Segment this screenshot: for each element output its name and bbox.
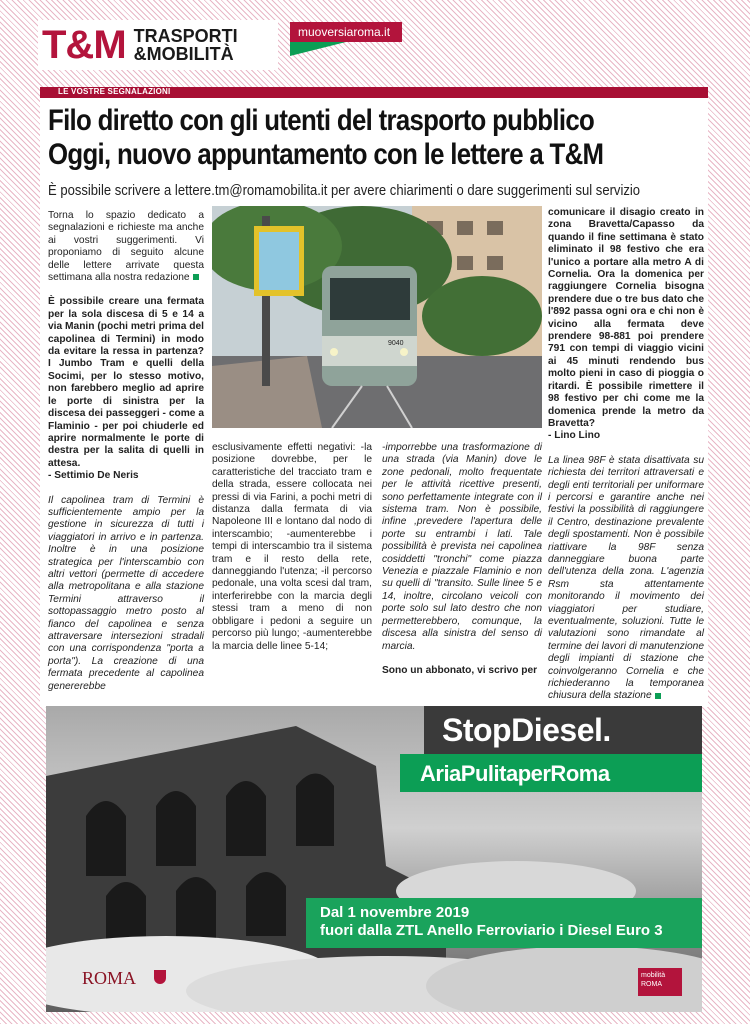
site-url[interactable]: muoversiaroma.it xyxy=(290,22,402,42)
subheadline: È possibile scrivere a lettere.tm@romamobilita.it per avere chiarimenti o dare suggerimenti sul servizio xyxy=(48,182,641,199)
letter-2-text-start: Sono un abbonato, vi scrivo per xyxy=(382,664,538,676)
headline xyxy=(48,104,616,172)
logo-line-2: &MOBILITÀ xyxy=(133,44,234,64)
column-1 xyxy=(48,210,204,705)
column-4 xyxy=(548,207,704,715)
logo-line-1: TRASPORTI xyxy=(133,26,238,46)
stopdiesel-advert[interactable] xyxy=(46,706,702,1012)
headline-line-2: Oggi, nuovo appuntamento con le lettere a T&M xyxy=(48,138,604,171)
reply-1-conclusion: -imporrebbe una trasformazione di una strada (via Manin) dove le zone pedonali, molto frequentate per le attività ricettive presenti, sono perfettamente integrate con il sistema tram. Non è possibile, infine ,prevedere l'apertura delle porte su entrambi i lati. Tale possibilità è prevista nei capolinea cosiddetti "tronchi" come piazza Venezia e piazzale Flaminio e non su quelli di "transito. Sulle linee 5 e 14, inoltre, circolano veicoli con porte solo sul lato destro che non permetterebbero, comunque, la discesa alla sinistra del senso di marcia. xyxy=(382,442,542,652)
ad-title: StopDiesel. xyxy=(424,706,702,754)
roma-shield-icon xyxy=(154,970,166,984)
tm-logo[interactable] xyxy=(38,20,278,70)
end-mark-icon xyxy=(193,274,199,280)
letter-2-text-end: comunicare il disagio creato in zona Bravetta/Capasso da quando il fine settimana è stato eliminato il 98 festivo che era l'unico a portare alla metro A di Cornelia. Ora la domenica per raggiungere Cornelia bisogna prendere due o tre bus dato che l'892 passa ogni ora e chi non è vicino alla fermata deve prendere 98-881 poi prendere 791 con tempi di viaggio vicini ai 45 minuti rendendo bus molto pieni in caso di pioggia o ritardi. È possibile rimettere il 98 festivo per chi come me la domenica prende la metro da Bravetta? xyxy=(548,207,704,429)
headline-line-1: Filo diretto con gli utenti del trasporto pubblico xyxy=(48,104,595,137)
section-label: LE VOSTRE SEGNALAZIONI xyxy=(58,87,171,96)
ad-subtitle: AriaPulitaperRoma xyxy=(400,754,702,792)
letter-1-signature: - Settimio De Neris xyxy=(48,470,139,482)
reply-2-text: La linea 98F è stata disattivata su richiesta dei territori attraversati e degli enti territoriali per uniformare i percorsi e garantire anche nei festivi la possibilità di raggiungere il Centro, destinazione prevalente degli spostamenti. Non è possibile riattivare la 98F senza danneggiare buona parte dell'utenza della zona. L'agenzia Rsm sta attentamente monitorando il movimento dei viaggiatori per studiare, eventualmente, soluzioni. Tutte le valutazioni sono rimandate al termine dei lavori di manutenzione degli impianti di stazione che coinvolgeranno Cornelia e che richiederanno la temporanea chiusura della stazione xyxy=(548,454,704,702)
ad-notice-line-2: fuori dalla ZTL Anello Ferroviario i Diesel Euro 3 xyxy=(320,922,663,939)
logo-wordmark xyxy=(134,27,238,63)
ad-notice xyxy=(306,898,702,948)
ad-notice-line-1: Dal 1 novembre 2019 xyxy=(320,904,470,921)
end-mark-icon-2 xyxy=(655,693,661,699)
column-3 xyxy=(382,442,542,689)
letter-1-text: È possibile creare una fermata per la sola discesa di 5 e 14 a via Manin (pochi metri prima del capolinea di Termini) in modo da evitare la ressa in partenza? I Jumbo Tram e quelli della Socimi, per lo stesso motivo, non farebbero meglio ad aprire le porte di sinistra per la discesa dei passeggeri - come a Flaminio - per poi chiuderle ed aprire normalmente le porte di destra per la salita di quelli in attesa. xyxy=(48,296,204,469)
mobilita-logo: mobilità ROMA xyxy=(638,968,682,996)
reply-1-continued: esclusivamente effetti negativi: -la posizione dovrebbe, per le caratteristiche del tracciato tram e della strada, essere collocata nei pressi di via Farini, a pochi metri di distanza dalla fermata di via Napoleone III e lontano dal nodo di interscambio; -aumenterebbe i tempi di interscambio tra il sistema tram e il resto della rete, danneggiando l'utenza; -il percorso pedonale, una volta scesi dal tram, interferirebbe con la marcia degli stessi tram a meno di non obbligare i pedoni a seguire un percorso più lungo; -aumenterebbe la marcia delle linee 5-14; xyxy=(212,442,372,652)
tram-number: 9040 xyxy=(388,340,404,347)
intro-text: Torna lo spazio dedicato a segnalazioni e richieste ma anche ai vostri suggerimenti. Vi proponiamo di seguito alcune delle lettere arrivate questa settimana alla nostra redazione xyxy=(48,210,204,284)
letter-2-signature: - Lino Lino xyxy=(548,430,601,442)
reply-1-text: Il capolinea tram di Termini è sufficientemente ampio per la gestione in sicurezza di tutti i viaggiatori in arrivo e in partenza. Inoltre è in una posizione strategica per l'interscambio con altri vettori (permette di accedere alla metropolitana e alla stazione Termini attraverso il sottopassaggio metro posto al fianco del capolinea e senza attraversare intersezioni stradali con una corrispondenza "porta a porta"). La creazione di una fermata precedente al capolinea genererebbe xyxy=(48,494,204,692)
tram-photo-illustration xyxy=(212,206,542,428)
tram-photo xyxy=(212,206,542,428)
logo-mark: T&M xyxy=(42,23,126,67)
roma-logo: ROMA xyxy=(82,968,137,988)
site-tag-accent xyxy=(290,42,346,56)
column-2 xyxy=(212,442,372,665)
